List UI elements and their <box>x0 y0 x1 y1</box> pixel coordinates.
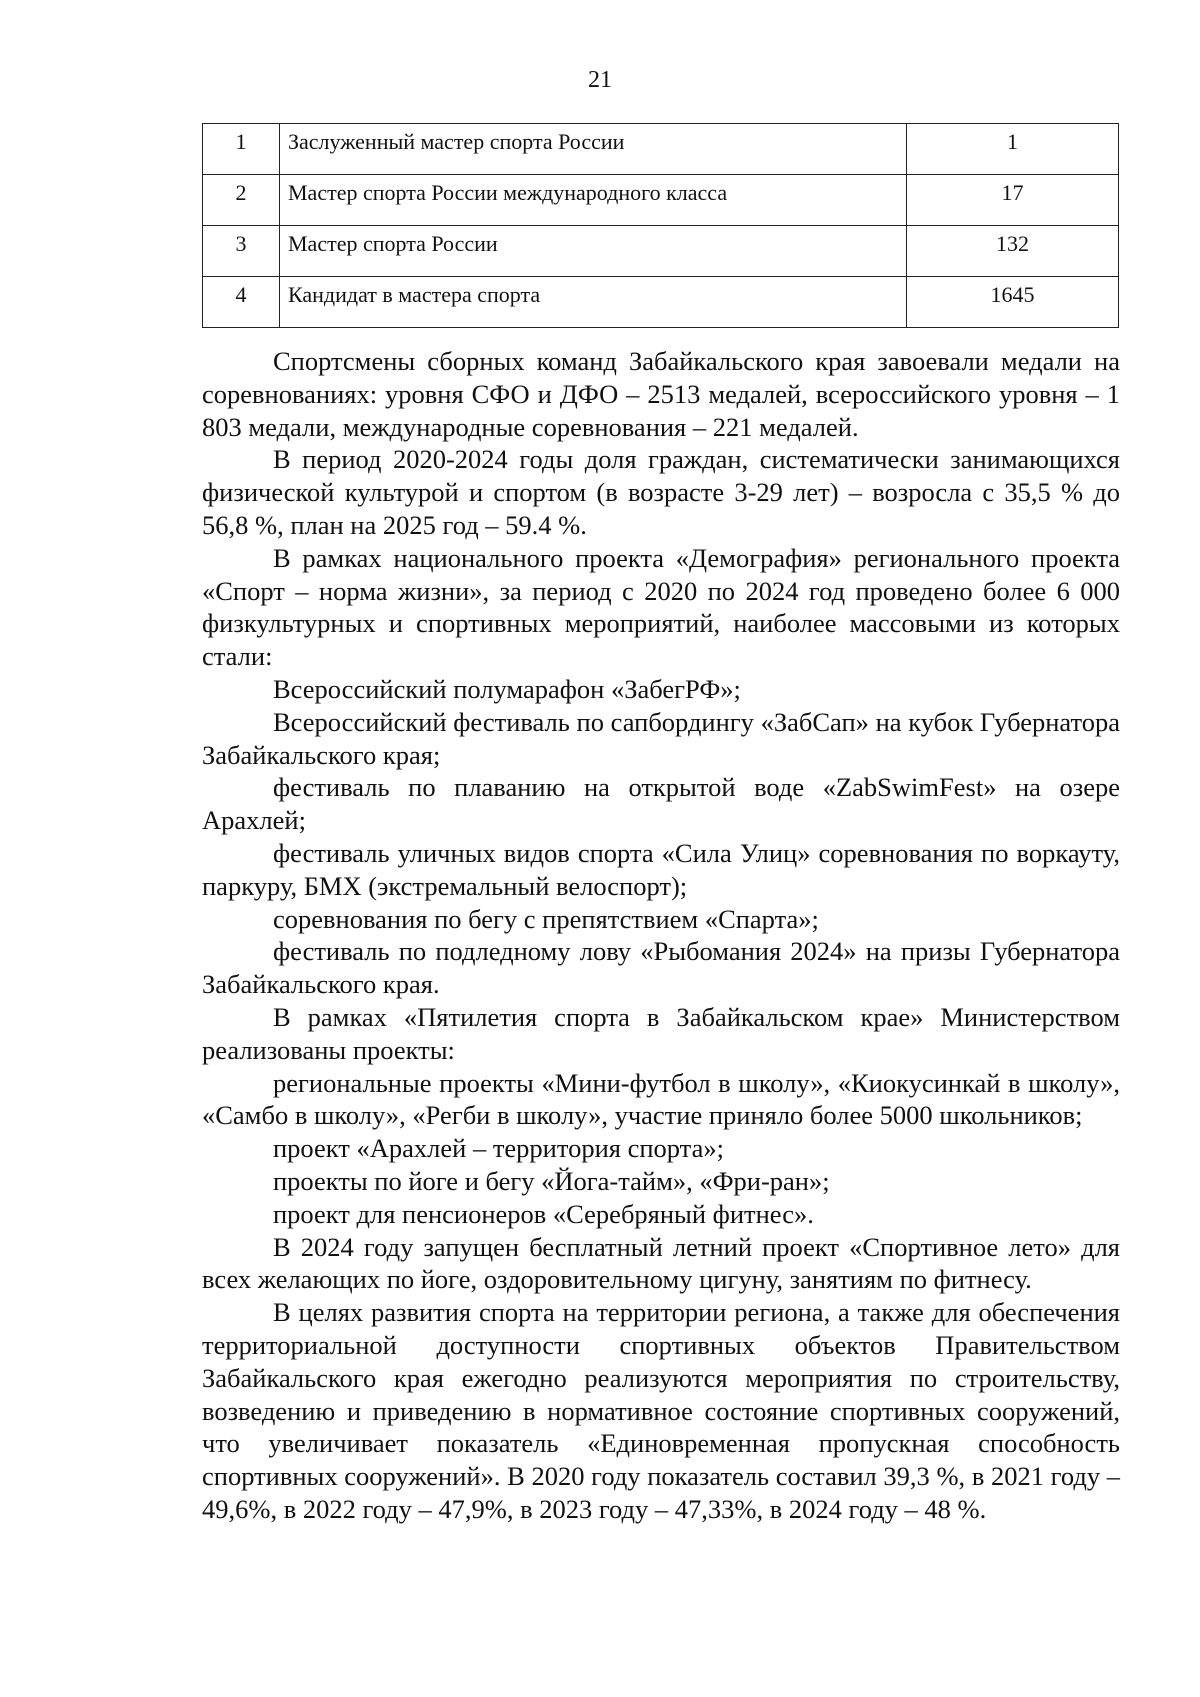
rank-title: Мастер спорта России международного класса <box>280 175 907 226</box>
paragraph-participation-share: В период 2020-2024 годы доля граждан, систематически занимающихся физической культурой и спортом (в возрасте 3-29 лет) – возросла с 35,5 % до 56,8 %, план на 2025 год – 59.4 %. <box>202 444 1120 540</box>
paragraph-medals: Спортсмены сборных команд Забайкальского края завоевали медали на соревнованиях: уровня СФО и ДФО – 2513 медалей, всероссийского уровня – 1 803 медали, международные соревнования – 221 медалей. <box>202 346 1120 442</box>
page-number: 21 <box>588 67 612 93</box>
row-number: 2 <box>203 175 280 226</box>
list-item: фестиваль уличных видов спорта «Сила Улиц» соревнования по воркауту, паркуру, БМХ (экстремальный велоспорт); <box>202 837 1120 901</box>
list-item: Всероссийский полумарафон «ЗабегРФ»; <box>273 673 741 704</box>
list-item: фестиваль по подледному лову «Рыбомания 2024» на призы Губернатора Забайкальского края. <box>202 936 1120 1000</box>
paragraph-summer-project: В 2024 году запущен бесплатный летний проект «Спортивное лето» для всех желающих по йоге, оздоровительному цигуну, занятиям по фитнесу. <box>202 1231 1120 1295</box>
paragraph-demography-project: В рамках национального проекта «Демография» регионального проекта «Спорт – норма жизни», за период с 2020 по 2024 год проведено более 6 000 физкультурных и спортивных мероприятий, наиболее массовыми из которых стали: <box>202 542 1120 672</box>
list-item: региональные проекты «Мини-футбол в школу», «Киокусинкай в школу», «Самбо в школу», «Регби в школу», участие приняло более 5000 школьников; <box>202 1067 1120 1131</box>
paragraph-five-year-sport: В рамках «Пятилетия спорта в Забайкальском крае» Министерством реализованы проекты: <box>202 1001 1120 1065</box>
row-number: 1 <box>203 124 280 175</box>
table-row <box>203 277 1119 328</box>
list-item: соревнования по бегу с препятствием «Спарта»; <box>273 903 819 934</box>
list-item: проект для пенсионеров «Серебряный фитнес». <box>273 1198 814 1229</box>
rank-count: 1645 <box>907 277 1119 328</box>
list-item: проекты по йоге и бегу «Йога-тайм», «Фри-ран»; <box>273 1165 830 1196</box>
list-item: Всероссийский фестиваль по сапбордингу «ЗабСап» на кубок Губернатора Забайкальского края; <box>202 706 1120 770</box>
table-row <box>203 175 1119 226</box>
rank-count: 1 <box>907 124 1119 175</box>
rank-title: Кандидат в мастера спорта <box>280 277 907 328</box>
row-number: 4 <box>203 277 280 328</box>
paragraph-infrastructure: В целях развития спорта на территории региона, а также для обеспечения территориальной доступности спортивных объектов Правительством Забайкальского края ежегодно реализуются мероприятия по строительству, возведению и приведению в нормативное состояние спортивных сооружений, что увеличивает показатель «Единовременная пропускная способность спортивных сооружений». В 2020 году показатель составил 39,3 %, в 2021 году – 49,6%, в 2022 году – 47,9%, в 2023 году – 47,33%, в 2024 году – 48 %. <box>202 1297 1120 1524</box>
list-item: фестиваль по плаванию на открытой воде «ZabSwimFest» на озере Арахлей; <box>202 772 1120 836</box>
rank-count: 132 <box>907 226 1119 277</box>
document-body <box>202 345 1120 1526</box>
rank-title: Заслуженный мастер спорта России <box>280 124 907 175</box>
list-item: проект «Арахлей – территория спорта»; <box>273 1133 724 1164</box>
sports-ranks-table <box>202 123 1119 328</box>
rank-title: Мастер спорта России <box>280 226 907 277</box>
row-number: 3 <box>203 226 280 277</box>
table-row <box>203 124 1119 175</box>
rank-count: 17 <box>907 175 1119 226</box>
table-row <box>203 226 1119 277</box>
